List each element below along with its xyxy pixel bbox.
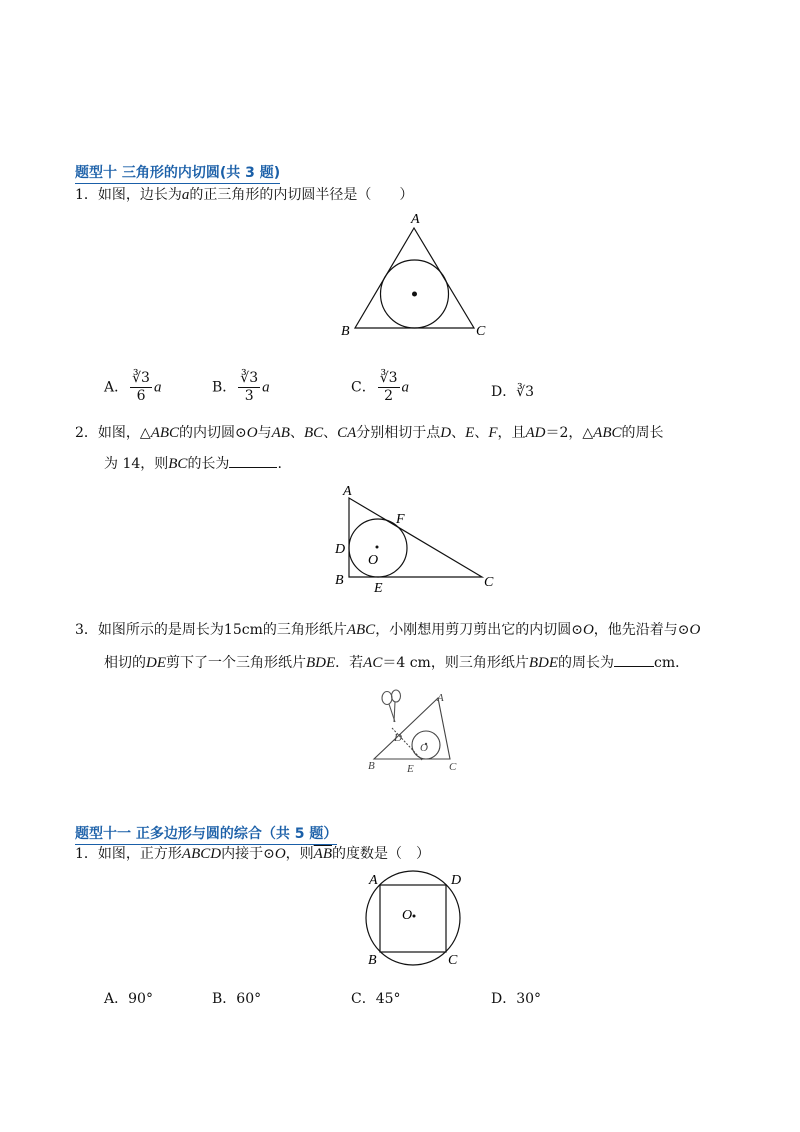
math-variable: ABCD (181, 846, 222, 862)
label-a: A (369, 873, 378, 888)
label-e: E (374, 581, 383, 596)
option-d[interactable]: D．∛3 (491, 384, 535, 400)
triangle-abc (355, 228, 474, 328)
math-variable: AC (363, 655, 383, 671)
question-text: ，且 (497, 425, 526, 441)
center-dot (413, 915, 416, 918)
label-f: F (396, 512, 405, 527)
math-variable: ABC (150, 425, 180, 441)
option-b[interactable]: B． $\frac{∛3}{3}$ a (212, 370, 270, 404)
question-1-text: 1．如图，边长为a的正三角形的内切圆半径是（ ） (75, 187, 414, 203)
math-variable: AB (271, 425, 290, 441)
math-variable: BC (303, 425, 324, 441)
option-a[interactable]: A．90° (104, 991, 153, 1007)
question-3-line-2: 相切的DE剪下了一个三角形纸片BDE．若AC＝4 cm，则三角形纸片BDE的周长为 cm． (104, 652, 689, 674)
question-text: 如图，正方形 (97, 846, 182, 862)
question-text: 剪下了一个三角形纸片 (166, 655, 306, 671)
math-variable: AD (525, 425, 546, 441)
math-variable: BDE (528, 655, 558, 671)
option-c[interactable]: C． $\frac{∛3}{2}$ a (351, 370, 410, 404)
option-b[interactable]: B．60° (212, 991, 262, 1007)
square-abcd (380, 885, 446, 952)
question-text: 的周长为 (558, 655, 614, 671)
label-d: D (451, 873, 462, 888)
question-text: ，则 (285, 846, 314, 862)
label-b: B (335, 573, 344, 588)
label-a: A (437, 692, 444, 704)
question-text: ，他先沿着与⊙ (593, 622, 690, 638)
label-o: O (368, 553, 379, 568)
question-text: 内接于⊙ (221, 846, 275, 862)
label-b: B (341, 324, 350, 339)
question-text: 如图所示的是周长为15cm的三角形纸片 (97, 622, 347, 638)
question-text: 的度数是（ ） (332, 846, 430, 862)
right-triangle-incircle-figure (330, 480, 505, 598)
label-o: O (402, 908, 413, 923)
center-dot (376, 546, 379, 549)
section-heading-11: 题型十一 正多边形与圆的综合（共 5 题） (75, 823, 337, 845)
label-e: E (407, 763, 414, 775)
math-variable: O (246, 425, 258, 441)
question-2-line-2: 为 14，则BC的长为 . (104, 453, 282, 475)
label-c: C (476, 324, 486, 339)
question-text: 、 (474, 425, 489, 441)
label-o: O (420, 742, 428, 754)
label-b: B (368, 760, 375, 772)
question-number: 2． (75, 425, 98, 441)
cut-triangle-figure (360, 686, 470, 778)
option-d[interactable]: D．30° (491, 991, 542, 1007)
section-heading-10: 题型十 三角形的内切圆(共 3 题) (75, 162, 280, 184)
answer-blank[interactable] (614, 652, 654, 667)
question-number: 1． (75, 187, 98, 203)
label-a: A (411, 212, 420, 227)
math-variable: O (582, 622, 594, 638)
question-text: 、 (289, 425, 304, 441)
question-text: ，小刚想用剪刀剪出它的内切圆⊙ (375, 622, 583, 638)
question-number: 1． (75, 846, 98, 862)
label-c: C (449, 761, 457, 773)
question-text: 与 (257, 425, 272, 441)
question-number: 3． (75, 622, 98, 638)
question-1-text (75, 843, 430, 865)
scissors-icon (382, 690, 401, 722)
label-d: D (394, 732, 402, 744)
option-a[interactable]: A． $\frac{∛3}{6}$ a (104, 370, 162, 404)
question-text: 的内切圆⊙ (179, 425, 247, 441)
option-c[interactable]: C．45° (351, 991, 401, 1007)
label-c: C (484, 575, 494, 590)
center-dot (412, 292, 417, 297)
math-variable: DE (146, 655, 166, 671)
math-variable: F (488, 425, 498, 441)
math-variable: BDE (306, 655, 336, 671)
math-variable: O (689, 622, 701, 638)
label-a: A (343, 484, 352, 499)
question-text: 如图，△ (97, 425, 151, 441)
question-text: 、 (451, 425, 466, 441)
math-variable: D (440, 425, 452, 441)
question-text: ＝4 cm，则三角形纸片 (382, 655, 529, 671)
label-d: D (335, 542, 346, 557)
question-text: ．若 (335, 655, 364, 671)
math-variable: ABC (593, 425, 622, 441)
question-text: 分别相切于点 (356, 425, 441, 441)
inscribed-square-figure (355, 865, 475, 975)
math-variable: O (274, 846, 286, 862)
question-3-line-1 (75, 619, 700, 641)
label-b: B (368, 953, 377, 968)
question-text: 的周长 (621, 425, 664, 441)
math-variable: ABC (346, 622, 376, 638)
math-variable: E (465, 425, 475, 441)
equilateral-triangle-figure (330, 208, 500, 343)
question-text: 、 (323, 425, 338, 441)
label-c: C (448, 953, 458, 968)
question-text: ＝2，△ (545, 425, 594, 441)
answer-blank[interactable] (229, 453, 277, 468)
question-text: 相切的 (104, 655, 146, 671)
math-variable: $\overline{AB}$ (313, 846, 332, 862)
question-2-line-1 (75, 422, 664, 444)
math-variable: CA (337, 425, 357, 441)
